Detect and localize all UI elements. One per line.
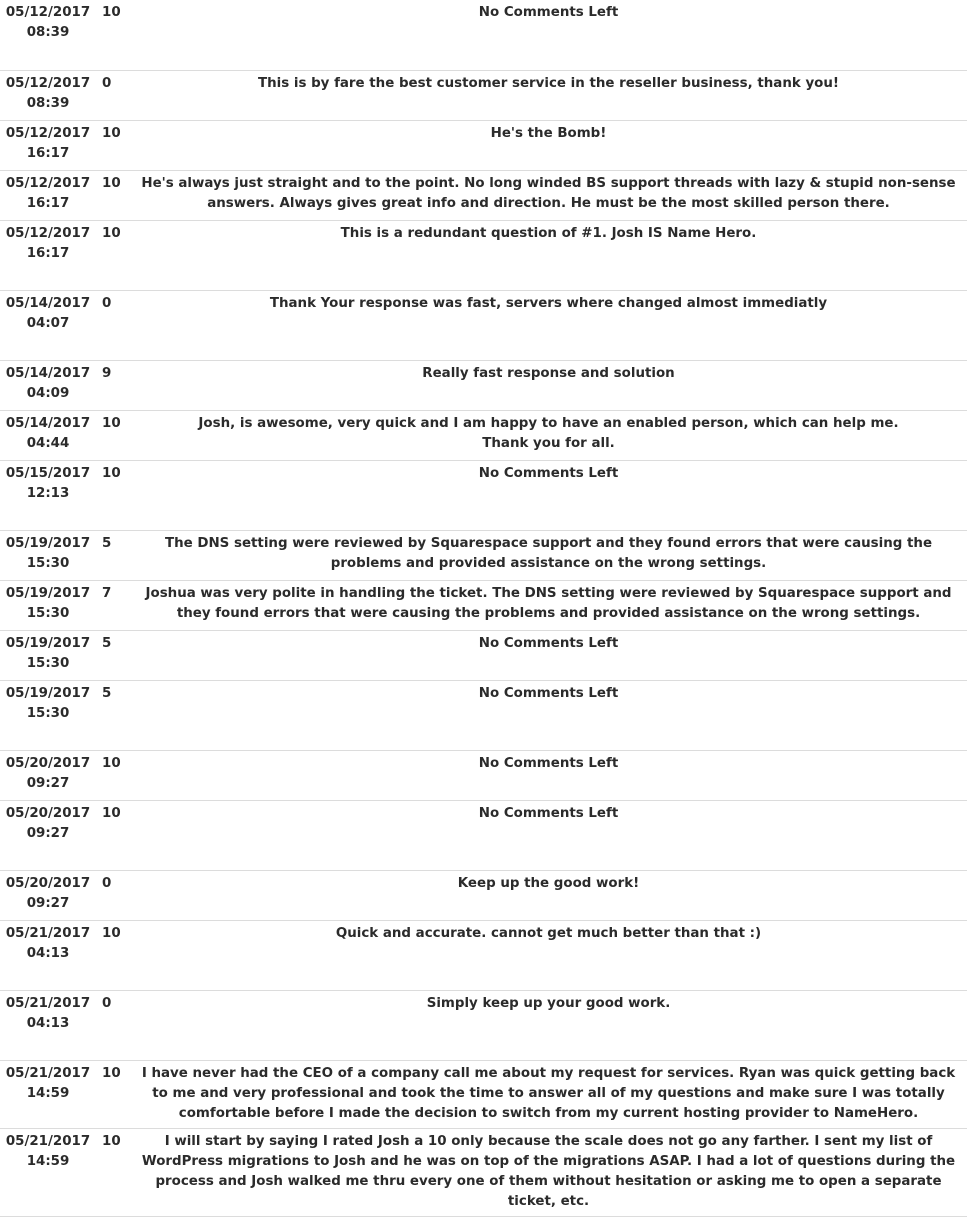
comment-cell: Keep up the good work! — [136, 870, 967, 920]
date-text: 05/14/2017 — [5, 365, 91, 381]
table-row — [0, 630, 967, 680]
date-text: 05/12/2017 — [5, 5, 91, 20]
table-row — [0, 680, 967, 750]
comment-cell: Quick and accurate. cannot get much better than that :) — [136, 920, 967, 990]
table-row — [0, 1060, 967, 1128]
time-text: 15:30 — [26, 655, 70, 671]
date-text: 05/12/2017 — [5, 125, 91, 141]
score-cell: 10 — [96, 170, 136, 220]
score-cell: 10 — [96, 920, 136, 990]
table-row — [0, 990, 967, 1060]
time-text: 12:13 — [26, 485, 70, 501]
table-row — [0, 290, 967, 360]
date-cell — [0, 290, 96, 360]
date-text: 05/20/2017 — [5, 805, 91, 821]
time-text: 04:13 — [26, 945, 70, 961]
score-cell: 9 — [96, 360, 136, 410]
table-row — [0, 870, 967, 920]
table-row — [0, 1128, 967, 1216]
comment-cell: No Comments Left — [136, 800, 967, 870]
date-text: 05/19/2017 — [5, 635, 91, 651]
date-cell — [0, 170, 96, 220]
comment-cell: No Comments Left — [136, 750, 967, 800]
date-text: 05/21/2017 — [5, 1133, 91, 1149]
table-row — [0, 120, 967, 170]
time-text: 16:17 — [26, 145, 70, 161]
date-cell — [0, 750, 96, 800]
time-text: 08:39 — [26, 25, 70, 40]
comment-cell: Really fast response and solution — [136, 360, 967, 410]
comment-cell: The DNS setting were reviewed by Squarespace support and they found errors that were causing the problems and provided assistance on the wrong settings. — [136, 530, 967, 580]
date-cell — [0, 70, 96, 120]
date-text: 05/19/2017 — [5, 535, 91, 551]
table-row — [0, 410, 967, 460]
score-cell: 10 — [96, 750, 136, 800]
date-text: 05/15/2017 — [5, 465, 91, 481]
date-text: 05/21/2017 — [5, 925, 91, 941]
score-cell: 0 — [96, 70, 136, 120]
table-row — [0, 0, 967, 70]
score-cell: 5 — [96, 530, 136, 580]
date-text: 05/19/2017 — [5, 685, 91, 701]
time-text: 14:59 — [26, 1085, 70, 1101]
score-cell: 0 — [96, 990, 136, 1060]
table-row — [0, 220, 967, 290]
score-cell: 10 — [96, 0, 136, 70]
score-cell: 10 — [96, 120, 136, 170]
table-row — [0, 460, 967, 530]
time-text: 14:59 — [26, 1153, 70, 1169]
comment-cell: He's always just straight and to the point. No long winded BS support threads with lazy & stupid non-sense answers. Always gives great info and direction. He must be the most skilled person there. — [136, 170, 967, 220]
table-row — [0, 580, 967, 630]
score-cell: 5 — [96, 680, 136, 750]
date-cell — [0, 120, 96, 170]
time-text: 15:30 — [26, 555, 70, 571]
date-cell — [0, 360, 96, 410]
date-text: 05/12/2017 — [5, 225, 91, 241]
score-cell: 5 — [96, 630, 136, 680]
comment-cell: No Comments Left — [136, 680, 967, 750]
comment-cell: Thank Your response was fast, servers where changed almost immediatly — [136, 290, 967, 360]
time-text: 16:17 — [26, 195, 70, 211]
date-cell — [0, 460, 96, 530]
table-row — [0, 920, 967, 990]
date-cell — [0, 800, 96, 870]
comment-cell: Josh, is awesome, very quick and I am happy to have an enabled person, which can help me. Thank you for all. — [136, 410, 967, 460]
comment-cell: No Comments Left — [136, 460, 967, 530]
score-cell: 10 — [96, 800, 136, 870]
score-cell: 10 — [96, 410, 136, 460]
date-cell — [0, 990, 96, 1060]
score-cell: 10 — [96, 1060, 136, 1128]
date-text: 05/21/2017 — [5, 995, 91, 1011]
table-row — [0, 360, 967, 410]
comment-cell: This is a redundant question of #1. Josh IS Name Hero. — [136, 220, 967, 290]
date-text: 05/20/2017 — [5, 875, 91, 891]
score-cell: 10 — [96, 460, 136, 530]
table-row — [0, 170, 967, 220]
time-text: 16:17 — [26, 245, 70, 261]
score-cell: 10 — [96, 1128, 136, 1216]
date-cell — [0, 1128, 96, 1216]
time-text: 04:44 — [26, 435, 70, 451]
table-row — [0, 70, 967, 120]
comment-cell: I have never had the CEO of a company call me about my request for services. Ryan was quick getting back to me and very professional and took the time to answer all of my questions and make sure I was totally comfortable before I made the decision to switch from my current hosting provider to NameHero. — [136, 1060, 967, 1128]
comment-cell: Simply keep up your good work. — [136, 990, 967, 1060]
time-text: 15:30 — [26, 705, 70, 721]
comment-cell: No Comments Left — [136, 630, 967, 680]
time-text: 08:39 — [26, 95, 70, 111]
time-text: 09:27 — [26, 895, 70, 911]
comment-cell: He's the Bomb! — [136, 120, 967, 170]
date-cell — [0, 410, 96, 460]
date-text: 05/14/2017 — [5, 415, 91, 431]
table-row — [0, 800, 967, 870]
comment-cell: I will start by saying I rated Josh a 10 only because the scale does not go any farther. I sent my list of WordPress migrations to Josh and he was on top of the migrations ASAP. I had a lot of questions during the process and Josh walked me thru every one of them without hesitation or asking me to open a separate ticket, etc. — [136, 1128, 967, 1216]
date-text: 05/12/2017 — [5, 175, 91, 191]
date-text: 05/20/2017 — [5, 755, 91, 771]
time-text: 09:27 — [26, 825, 70, 841]
time-text: 09:27 — [26, 775, 70, 791]
date-cell — [0, 0, 96, 70]
score-cell: 0 — [96, 290, 136, 360]
date-text: 05/19/2017 — [5, 585, 91, 601]
date-cell — [0, 680, 96, 750]
comment-cell: This is by fare the best customer service in the reseller business, thank you! — [136, 70, 967, 120]
date-cell — [0, 920, 96, 990]
time-text: 04:13 — [26, 1015, 70, 1031]
date-cell — [0, 580, 96, 630]
comment-cell: No Comments Left — [136, 0, 967, 70]
date-cell — [0, 630, 96, 680]
date-cell — [0, 870, 96, 920]
date-cell — [0, 530, 96, 580]
score-cell: 7 — [96, 580, 136, 630]
date-text: 05/14/2017 — [5, 295, 91, 311]
date-cell — [0, 220, 96, 290]
time-text: 04:09 — [26, 385, 70, 401]
date-text: 05/12/2017 — [5, 75, 91, 91]
table-row — [0, 750, 967, 800]
time-text: 15:30 — [26, 605, 70, 621]
comment-cell: Joshua was very polite in handling the ticket. The DNS setting were reviewed by Squarespace support and they found errors that were causing the problems and provided assistance on the wrong settings. — [136, 580, 967, 630]
date-cell — [0, 1060, 96, 1128]
time-text: 04:07 — [26, 315, 70, 331]
table-row — [0, 530, 967, 580]
score-cell: 10 — [96, 220, 136, 290]
date-text: 05/21/2017 — [5, 1065, 91, 1081]
score-cell: 0 — [96, 870, 136, 920]
